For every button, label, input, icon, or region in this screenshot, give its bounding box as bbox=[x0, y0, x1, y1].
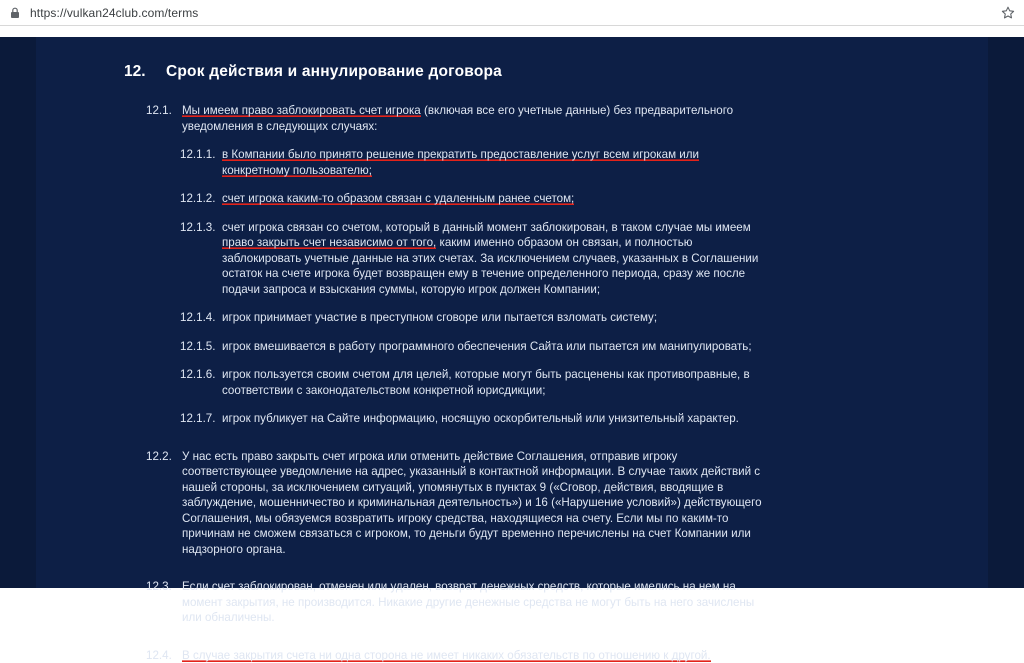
clause-number: 12.3. bbox=[146, 579, 182, 595]
clause-text-highlighted: в Компании было принято решение прекратить предоставление услуг всем игрокам или конкретному пользователю; bbox=[222, 148, 699, 177]
clause-text-highlighted: В случае закрытия счета ни одна сторона не имеет никаких обязательств по отношению к другой. bbox=[182, 649, 711, 662]
clause-text-segment: У нас есть право закрыть счет игрока или отменить действие Соглашения, отправив игроку соответствующее уведомление на адрес, указанный в контактной информации. В случае таких действий с нашей стороны, за исключением ситуаций, упомянутых в пунктах 9 («Сговор, действия, вводящие в заблуждение, мошенничество и криминальная деятельность») и 16 («Нарушение условий») действующего Соглашения, мы обязуемся возвратить игроку средства, находящиеся на счету. Если мы по каким-то причинам не сможем связаться с игроком, то деньги будут временно перечислены на счет Компании или надзорного органа. bbox=[182, 450, 762, 556]
clause-number: 12.1.6. bbox=[180, 367, 222, 383]
clause-text-highlighted: право закрыть счет независимо от того, bbox=[222, 236, 436, 249]
clause-number: 12.1.1. bbox=[180, 147, 222, 163]
clause-text bbox=[222, 339, 764, 355]
clause-number: 12.1. bbox=[146, 103, 182, 119]
star-icon[interactable] bbox=[1000, 5, 1016, 21]
clause-item bbox=[180, 191, 764, 207]
clause-number: 12.4. bbox=[146, 648, 182, 663]
clause-number: 12.1.2. bbox=[180, 191, 222, 207]
address-bar-url[interactable]: https://vulkan24club.com/terms bbox=[30, 6, 992, 20]
clause-text-segment: игрок пользуется своим счетом для целей, которые могут быть расценены как противоправные, в соответствии с законодательством конкретной юрисдикции; bbox=[222, 368, 750, 397]
clause-item bbox=[180, 310, 764, 326]
clause-item bbox=[180, 339, 764, 355]
clause-text-highlighted: Мы имеем право заблокировать счет игрока bbox=[182, 104, 421, 117]
clause-text bbox=[222, 310, 764, 326]
page-title bbox=[124, 63, 764, 81]
clause-item bbox=[180, 411, 764, 427]
clause-text-segment: счет игрока связан со счетом, который в данный момент заблокирован, в таком случае мы имеем bbox=[222, 221, 751, 234]
clause-text bbox=[222, 191, 764, 207]
clause-text bbox=[182, 449, 764, 558]
clause-text bbox=[222, 220, 764, 298]
section-title-text: Срок действия и аннулирование договора bbox=[166, 63, 502, 81]
clause-number: 12.1.4. bbox=[180, 310, 222, 326]
clause-text-segment: игрок принимает участие в преступном сговоре или пытается взломать систему; bbox=[222, 311, 657, 324]
section-number: 12. bbox=[124, 63, 166, 81]
clause-item bbox=[146, 449, 764, 558]
clause-number: 12.1.5. bbox=[180, 339, 222, 355]
lock-icon[interactable] bbox=[8, 6, 22, 20]
clause-spacer bbox=[124, 440, 764, 449]
clause-text bbox=[222, 147, 764, 178]
clause-item bbox=[146, 579, 764, 626]
clause-text bbox=[222, 411, 764, 427]
clause-text-segment: Если счет заблокирован, отменен или удален, возврат денежных средств, которые имелись на нем на момент закрытия, не производится. Никакие другие денежные средства не могут быть на него зачислены или обналичены. bbox=[182, 580, 754, 624]
clause-text-segment: (включая все его учетные данные) без предварительного уведомления в следующих случаях: bbox=[182, 104, 733, 133]
clause-spacer bbox=[124, 570, 764, 579]
clause-item bbox=[180, 367, 764, 398]
clause-text-segment: игрок публикует на Сайте информацию, носящую оскорбительный или унизительный характер. bbox=[222, 412, 739, 425]
clause-text-highlighted: счет игрока каким-то образом связан с удаленным ранее счетом; bbox=[222, 192, 574, 205]
clause-text bbox=[222, 367, 764, 398]
clause-item bbox=[180, 220, 764, 298]
clause-text-segment: игрок вмешивается в работу программного обеспечения Сайта или пытается им манипулировать; bbox=[222, 340, 752, 353]
clause-number: 12.1.7. bbox=[180, 411, 222, 427]
clause-number: 12.2. bbox=[146, 449, 182, 465]
clause-list bbox=[124, 103, 764, 663]
clause-text bbox=[182, 648, 764, 663]
clause-item bbox=[146, 648, 764, 663]
clause-item bbox=[146, 103, 764, 134]
clause-spacer bbox=[124, 639, 764, 648]
clause-number: 12.1.3. bbox=[180, 220, 222, 236]
terms-content bbox=[124, 63, 764, 663]
clause-item bbox=[180, 147, 764, 178]
browser-toolbar bbox=[0, 0, 1024, 26]
chrome-gap bbox=[0, 26, 1024, 37]
clause-text-segment: каким именно образом он связан, и полностью заблокировать учетные данные на этих счетах. За исключением случаев, указанных в Соглашении остаток на счете игрока будет возвращен ему в течение определенного периода, сразу же после подачи запроса и взыскания суммы, которую игрок должен Компании; bbox=[222, 236, 758, 296]
clause-text bbox=[182, 579, 764, 626]
page-container bbox=[36, 37, 988, 588]
clause-text bbox=[182, 103, 764, 134]
page-background bbox=[0, 37, 1024, 588]
